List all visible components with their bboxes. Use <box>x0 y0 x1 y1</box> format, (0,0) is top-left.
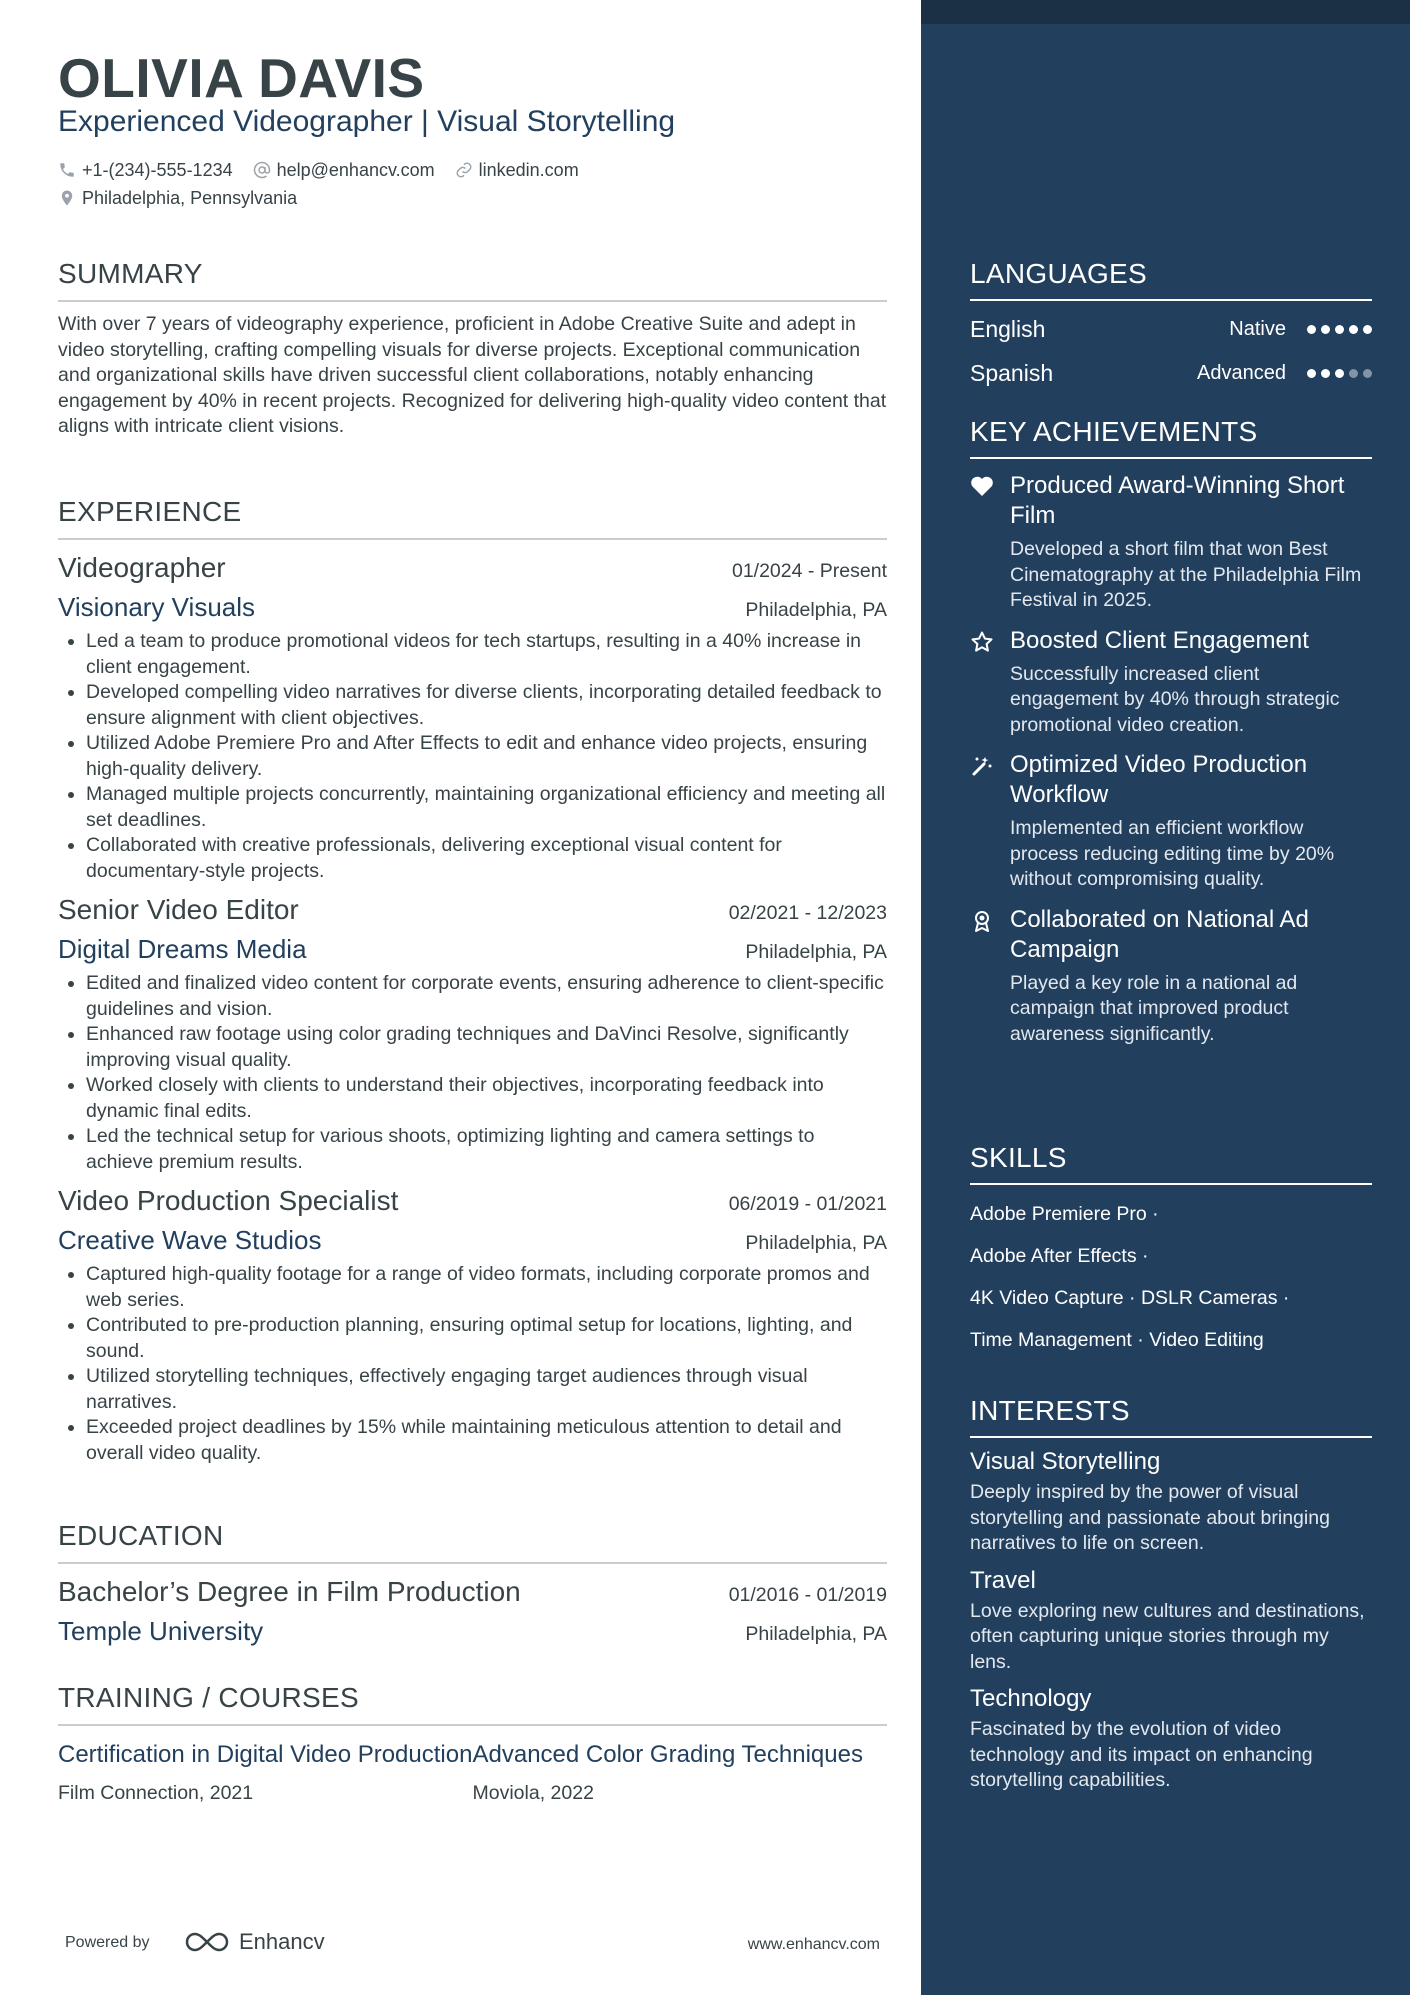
school-location: Philadelphia, PA <box>745 1623 887 1645</box>
contact-info <box>58 157 599 213</box>
skills-row <box>970 1319 1372 1361</box>
at-sign-icon <box>253 161 271 179</box>
degree-title: Bachelor’s Degree in Film Production <box>58 1576 521 1607</box>
summary-section <box>58 258 887 440</box>
powered-by-label: Powered by <box>65 1934 150 1951</box>
skills-list <box>970 1193 1372 1361</box>
footer-url[interactable]: www.enhancv.com <box>747 1936 880 1953</box>
rating-dot-filled <box>1335 369 1344 378</box>
job-bullets <box>58 1262 887 1466</box>
section-heading: SUMMARY <box>58 258 887 302</box>
education-dates: 01/2016 - 01/2019 <box>728 1584 887 1606</box>
sidebar <box>921 0 1410 1995</box>
skill-item: Adobe Premiere Pro <box>970 1203 1147 1225</box>
map-pin-icon <box>58 189 76 207</box>
skills-row <box>970 1235 1372 1277</box>
contact-location: Philadelphia, Pennsylvania <box>58 188 297 209</box>
brand-name: Enhancv <box>239 1929 325 1954</box>
course-title: Certification in Digital Video Production <box>58 1741 473 1768</box>
language-level: Advanced <box>1197 361 1286 384</box>
sidebar-top-strip <box>921 0 1410 24</box>
skill-separator: · <box>1131 1329 1150 1351</box>
infinity-logo-icon <box>183 1928 231 1956</box>
contact-phone[interactable]: +1-(234)-555-1234 <box>58 160 233 181</box>
job-title: Videographer <box>58 552 226 583</box>
skill-separator: · <box>1123 1287 1141 1309</box>
list-item: • Utilized Adobe Premiere Pro and After Effects to edit and enhance video projects, ensuring high-quality delivery. <box>86 731 887 782</box>
achievement-title: Optimized Video Production Workflow <box>1010 751 1308 808</box>
company-name: Digital Dreams Media <box>58 934 307 964</box>
interest-title: Technology <box>970 1685 1092 1712</box>
star-icon <box>970 630 994 654</box>
interest-desc: Deeply inspired by the power of visual storytelling and passionate about bringing narratives to life on screen. <box>970 1481 1330 1554</box>
list-item: • Exceeded project deadlines by 15% while maintaining meticulous attention to detail and overall video quality. <box>86 1415 887 1466</box>
language-name: Spanish <box>970 359 1054 386</box>
rating-dot-filled <box>1349 325 1358 334</box>
skill-separator: · <box>1277 1287 1290 1309</box>
section-heading: TRAINING / COURSES <box>58 1682 887 1726</box>
school-name: Temple University <box>58 1616 264 1646</box>
interest-item <box>970 1685 1372 1794</box>
interests-section <box>970 1395 1372 1794</box>
interest-title: Visual Storytelling <box>970 1448 1161 1475</box>
rating-dot-filled <box>1307 325 1316 334</box>
list-item: • Utilized storytelling techniques, effectively engaging target audiences through visual narratives. <box>86 1364 887 1415</box>
languages-section <box>970 258 1372 395</box>
skill-item: Adobe After Effects <box>970 1245 1137 1267</box>
skill-separator: · <box>1146 1203 1159 1225</box>
job-entry <box>58 552 887 884</box>
job-title: Senior Video Editor <box>58 894 299 925</box>
list-item: • Worked closely with clients to understand their objectives, incorporating feedback into dynamic final edits. <box>86 1073 887 1124</box>
job-dates: 06/2019 - 01/2021 <box>728 1193 887 1215</box>
list-item: • Contributed to pre-production planning, ensuring optimal setup for locations, lighting, and sound. <box>86 1313 887 1364</box>
interest-desc: Love exploring new cultures and destinations, often capturing unique stories through my lens. <box>970 1599 1365 1673</box>
interest-item <box>970 1448 1372 1557</box>
link-icon <box>455 161 473 179</box>
rating-dot-filled <box>1307 369 1316 378</box>
language-item <box>970 307 1372 351</box>
skills-section <box>970 1142 1372 1361</box>
magic-wand-icon <box>970 754 994 778</box>
interest-title: Travel <box>970 1566 1036 1594</box>
achievement-title: Produced Award-Winning Short Film <box>1010 472 1345 529</box>
phone-icon <box>58 161 76 179</box>
skill-item: 4K Video Capture <box>970 1287 1124 1309</box>
award-ribbon-icon <box>970 909 994 933</box>
achievement-item <box>970 905 1372 1048</box>
job-dates: 02/2021 - 12/2023 <box>728 902 887 924</box>
rating-dot-filled <box>1363 325 1372 334</box>
achievement-desc: Played a key role in a national ad campaign that improved product awareness significantly. <box>1010 971 1298 1045</box>
course-provider: Film Connection, 2021 <box>58 1782 254 1804</box>
interest-desc: Fascinated by the evolution of video technology and its impact on enhancing storytelling capabilities. <box>970 1718 1313 1791</box>
list-item: • Led a team to produce promotional videos for tech startups, resulting in a 40% increase in client engagement. <box>86 629 887 680</box>
company-name: Creative Wave Studios <box>58 1225 322 1255</box>
language-name: English <box>970 315 1046 342</box>
list-item: • Enhanced raw footage using color grading techniques and DaVinci Resolve, significantly improving visual quality. <box>86 1022 887 1073</box>
section-heading: SKILLS <box>970 1142 1372 1185</box>
section-heading: LANGUAGES <box>970 258 1372 301</box>
language-rating <box>1302 369 1372 378</box>
list-item: • Managed multiple projects concurrently, maintaining organizational efficiency and meeting all set deadlines. <box>86 782 887 833</box>
experience-section <box>58 496 887 1466</box>
education-entry <box>58 1576 887 1647</box>
list-item: • Led the technical setup for various shoots, optimizing lighting and camera settings to achieve premium results. <box>86 1124 887 1175</box>
skill-item: Time Management <box>970 1329 1132 1351</box>
achievement-title: Collaborated on National Ad Campaign <box>1010 905 1309 963</box>
course-title: Advanced Color Grading Techniques <box>472 1741 863 1768</box>
section-heading: EXPERIENCE <box>58 496 887 540</box>
interest-item <box>970 1567 1372 1676</box>
contact-linkedin[interactable]: linkedin.com <box>455 160 579 181</box>
achievements-section <box>970 416 1372 1047</box>
skills-row <box>970 1277 1372 1319</box>
candidate-title: Experienced Videographer | Visual Storytelling <box>58 105 676 138</box>
job-bullets <box>58 629 887 884</box>
section-heading: KEY ACHIEVEMENTS <box>970 416 1372 459</box>
heart-icon <box>970 475 994 497</box>
training-section <box>58 1682 887 1805</box>
company-name: Visionary Visuals <box>58 592 256 622</box>
footer <box>65 1928 880 1968</box>
language-rating <box>1302 325 1372 334</box>
language-item <box>970 351 1372 395</box>
rating-dot-empty <box>1349 369 1358 378</box>
rating-dot-filled <box>1335 325 1344 334</box>
job-location: Philadelphia, PA <box>745 599 887 621</box>
enhancv-logo[interactable] <box>183 1928 325 1956</box>
job-title: Video Production Specialist <box>58 1185 399 1216</box>
skill-item: Video Editing <box>1149 1329 1264 1351</box>
job-bullets <box>58 971 887 1175</box>
list-item: • Edited and finalized video content for corporate events, ensuring adherence to client-specific guidelines and vision. <box>86 971 887 1022</box>
job-location: Philadelphia, PA <box>745 1232 887 1254</box>
section-heading: EDUCATION <box>58 1520 887 1564</box>
job-dates: 01/2024 - Present <box>731 560 887 582</box>
job-location: Philadelphia, PA <box>745 941 887 963</box>
list-item: • Developed compelling video narratives for diverse clients, incorporating detailed feedback to ensure alignment with client objectives. <box>86 680 887 731</box>
course-item <box>58 1740 473 1805</box>
rating-dot-filled <box>1321 369 1330 378</box>
achievement-item <box>970 750 1372 893</box>
job-entry <box>58 1185 887 1466</box>
education-section <box>58 1520 887 1647</box>
achievement-desc: Successfully increased client engagement by 40% through strategic promotional video creation. <box>1010 662 1340 736</box>
candidate-name: OLIVIA DAVIS <box>58 47 425 109</box>
summary-text: With over 7 years of videography experience, proficient in Adobe Creative Suite and adept in video storytelling, crafting compelling visuals for diverse projects. Exceptional communication and organizational skills have driven successful client collaborations, notably enhancing engagement by 40% in recent projects. Recognized for delivering high-quality video content that aligns with intricate client visions. <box>58 313 887 437</box>
achievement-desc: Implemented an efficient workflow process reducing editing time by 20% without compromising quality. <box>1010 817 1335 890</box>
language-level: Native <box>1229 317 1286 340</box>
achievement-desc: Developed a short film that won Best Cinematography at the Philadelphia Film Festival in 2025. <box>1010 538 1362 611</box>
section-heading: INTERESTS <box>970 1395 1372 1438</box>
contact-email[interactable]: help@enhancv.com <box>253 160 435 181</box>
skills-row <box>970 1193 1372 1235</box>
course-provider: Moviola, 2022 <box>472 1782 594 1804</box>
achievement-title: Boosted Client Engagement <box>1010 626 1309 654</box>
rating-dot-empty <box>1363 369 1372 378</box>
list-item: • Collaborated with creative professionals, delivering exceptional visual content for documentary-style projects. <box>86 833 887 884</box>
skill-separator: · <box>1136 1245 1149 1267</box>
achievement-item <box>970 626 1372 739</box>
achievement-item <box>970 471 1372 614</box>
skill-item: DSLR Cameras <box>1140 1287 1278 1309</box>
rating-dot-filled <box>1321 325 1330 334</box>
course-item <box>473 1740 888 1805</box>
list-item: • Captured high-quality footage for a range of video formats, including corporate promos and web series. <box>86 1262 887 1313</box>
job-entry <box>58 894 887 1175</box>
